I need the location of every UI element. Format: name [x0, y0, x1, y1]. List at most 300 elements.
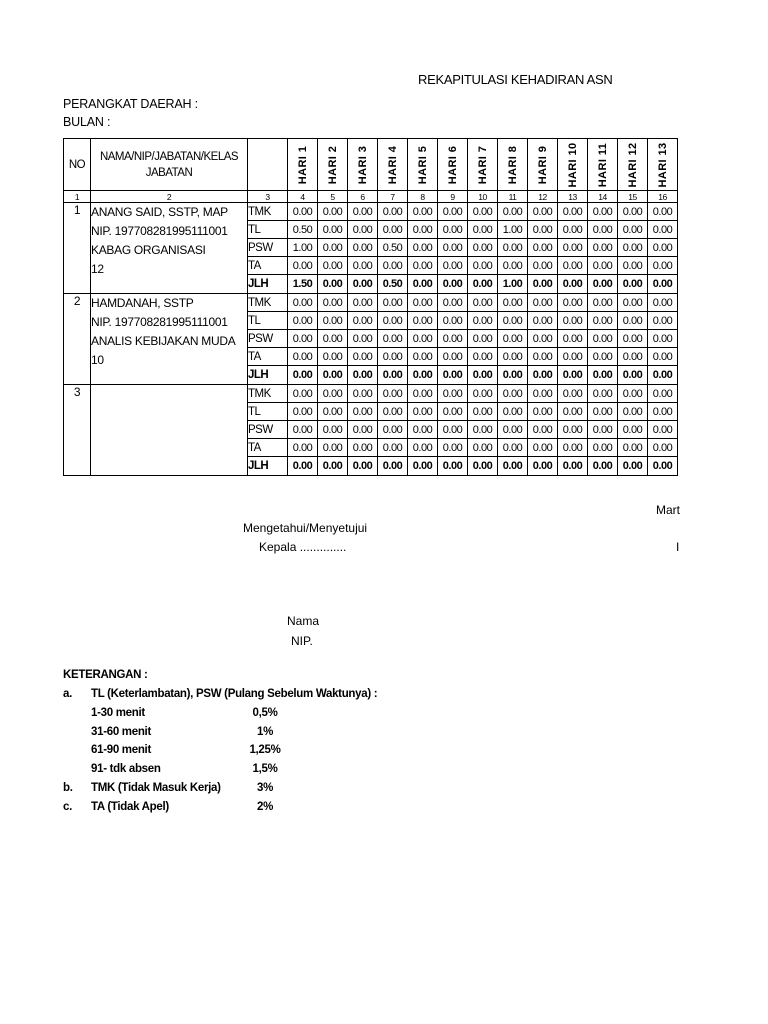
- header-day: [438, 139, 468, 191]
- attendance-value: 0.00: [348, 221, 378, 239]
- header-day-label: HARI 10: [566, 142, 579, 187]
- attendance-value: 0.00: [318, 294, 348, 312]
- attendance-value: 0.00: [288, 312, 318, 330]
- attendance-value: 0.00: [648, 403, 678, 421]
- attendance-value: 0.00: [618, 203, 648, 221]
- attendance-value: 0.00: [648, 203, 678, 221]
- attendance-value: 0.00: [408, 312, 438, 330]
- column-number: 3: [248, 191, 288, 203]
- attendance-value: 0.00: [468, 366, 498, 385]
- attendance-value: 0.00: [408, 366, 438, 385]
- attendance-value: 0.00: [378, 457, 408, 476]
- attendance-value: 0.00: [318, 403, 348, 421]
- column-number: 8: [408, 191, 438, 203]
- column-number: 5: [318, 191, 348, 203]
- header-day: [588, 139, 618, 191]
- attendance-code: TMK: [248, 294, 288, 312]
- header-code: [248, 139, 288, 191]
- attendance-value: 0.00: [648, 330, 678, 348]
- attendance-value: 0.00: [438, 348, 468, 366]
- attendance-value: 0.00: [318, 330, 348, 348]
- attendance-value: 0.00: [288, 257, 318, 275]
- attendance-value: 0.00: [528, 421, 558, 439]
- header-day: [318, 139, 348, 191]
- employee-no: 1: [64, 203, 91, 294]
- attendance-value: 0.00: [288, 366, 318, 385]
- attendance-code: TA: [248, 439, 288, 457]
- attendance-value: 0.00: [378, 421, 408, 439]
- attendance-value: 0.00: [378, 366, 408, 385]
- header-day: [618, 139, 648, 191]
- attendance-value: 0.00: [378, 294, 408, 312]
- attendance-value: 0.00: [378, 221, 408, 239]
- attendance-value: 0.00: [588, 348, 618, 366]
- attendance-value: 0.00: [618, 239, 648, 257]
- attendance-value: 0.00: [468, 239, 498, 257]
- attendance-value: 0.00: [618, 294, 648, 312]
- header-day: [528, 139, 558, 191]
- attendance-value: 0.00: [438, 403, 468, 421]
- rate-value: 1%: [256, 726, 274, 738]
- header-day-label: HARI 8: [506, 145, 519, 184]
- attendance-value: 0.00: [498, 421, 528, 439]
- attendance-value: 0.00: [588, 294, 618, 312]
- attendance-value: 0.00: [438, 330, 468, 348]
- attendance-value: 0.00: [318, 312, 348, 330]
- attendance-value: 0.00: [378, 439, 408, 457]
- attendance-value: 0.00: [528, 439, 558, 457]
- attendance-value: 0.00: [318, 385, 348, 403]
- header-day-label: HARI 5: [416, 145, 429, 184]
- attendance-value: 0.00: [438, 221, 468, 239]
- employee-info-line: NIP. 197708281995111001: [91, 315, 228, 329]
- attendance-value: 0.00: [378, 330, 408, 348]
- employee-info-line: NIP. 197708281995111001: [91, 224, 228, 238]
- attendance-value: 0.00: [408, 403, 438, 421]
- attendance-code: JLH: [248, 457, 288, 476]
- column-number: 16: [648, 191, 678, 203]
- attendance-value: 0.00: [648, 366, 678, 385]
- perangkat-daerah-label: PERANGKAT DAERAH :: [63, 97, 198, 111]
- bulan-label: BULAN :: [63, 115, 111, 129]
- attendance-code: TL: [248, 403, 288, 421]
- attendance-value: 1.00: [498, 221, 528, 239]
- attendance-value: 0.00: [438, 421, 468, 439]
- column-number: 1: [64, 191, 91, 203]
- column-number: 11: [498, 191, 528, 203]
- header-day: [648, 139, 678, 191]
- header-day: [378, 139, 408, 191]
- attendance-value: 0.00: [288, 403, 318, 421]
- attendance-value: 0.00: [648, 421, 678, 439]
- attendance-value: 0.00: [468, 403, 498, 421]
- attendance-value: 0.00: [648, 239, 678, 257]
- attendance-value: 0.00: [618, 221, 648, 239]
- attendance-value: 0.00: [558, 385, 588, 403]
- attendance-value: 0.00: [588, 221, 618, 239]
- attendance-value: 0.00: [468, 203, 498, 221]
- attendance-value: 0.00: [318, 239, 348, 257]
- column-number: 15: [618, 191, 648, 203]
- attendance-value: 0.00: [468, 312, 498, 330]
- attendance-value: 0.00: [558, 348, 588, 366]
- attendance-value: 0.00: [618, 366, 648, 385]
- attendance-value: 0.00: [318, 421, 348, 439]
- attendance-value: 0.00: [468, 385, 498, 403]
- place-date: Mart: [656, 503, 680, 517]
- attendance-value: 0.00: [378, 312, 408, 330]
- column-number: 12: [528, 191, 558, 203]
- column-number: 6: [348, 191, 378, 203]
- signer-name-label: Nama: [287, 614, 320, 628]
- header-day-label: HARI 4: [386, 145, 399, 184]
- attendance-value: 0.00: [588, 403, 618, 421]
- attendance-value: 0.00: [618, 312, 648, 330]
- kepala-label: Kepala ..............: [259, 540, 347, 554]
- attendance-value: 0.00: [408, 294, 438, 312]
- attendance-value: 0.00: [438, 366, 468, 385]
- attendance-value: 0.00: [438, 457, 468, 476]
- attendance-value: 0.00: [378, 203, 408, 221]
- item-b-marker: b.: [63, 782, 73, 794]
- attendance-value: 0.00: [648, 348, 678, 366]
- attendance-value: 0.00: [588, 275, 618, 294]
- attendance-value: 0.00: [528, 203, 558, 221]
- attendance-value: 0.00: [588, 239, 618, 257]
- attendance-value: 0.00: [408, 239, 438, 257]
- attendance-value: 0.00: [618, 275, 648, 294]
- employee-info: [91, 203, 248, 294]
- attendance-value: 0.00: [558, 203, 588, 221]
- attendance-value: 0.00: [498, 457, 528, 476]
- attendance-value: 0.00: [588, 439, 618, 457]
- document-title: REKAPITULASI KEHADIRAN ASN: [418, 72, 613, 87]
- attendance-value: 0.00: [498, 348, 528, 366]
- attendance-value: 0.00: [348, 421, 378, 439]
- attendance-value: 0.00: [438, 203, 468, 221]
- attendance-value: 1.50: [288, 275, 318, 294]
- attendance-value: 0.00: [558, 275, 588, 294]
- attendance-value: 0.00: [528, 275, 558, 294]
- item-a-text: TL (Keterlambatan), PSW (Pulang Sebelum Waktunya) :: [91, 688, 378, 700]
- column-number: 9: [438, 191, 468, 203]
- attendance-value: 0.00: [648, 257, 678, 275]
- attendance-value: 0.00: [378, 403, 408, 421]
- attendance-value: 0.00: [438, 294, 468, 312]
- attendance-value: 0.00: [618, 403, 648, 421]
- header-day-label: HARI 1: [296, 145, 309, 184]
- attendance-value: 0.00: [618, 457, 648, 476]
- attendance-value: 0.00: [648, 439, 678, 457]
- rate-label: 31-60 menit: [91, 726, 151, 738]
- signer-nip-label: NIP.: [291, 634, 313, 648]
- attendance-value: 0.00: [528, 312, 558, 330]
- header-nama: NAMA/NIP/JABATAN/KELAS JABATAN: [91, 139, 248, 191]
- attendance-value: 0.00: [348, 348, 378, 366]
- attendance-value: 0.00: [648, 294, 678, 312]
- rate-value: 0,5%: [252, 707, 278, 719]
- attendance-value: 0.00: [528, 403, 558, 421]
- attendance-value: 0.00: [318, 221, 348, 239]
- attendance-value: 0.00: [528, 330, 558, 348]
- attendance-value: 0.00: [558, 457, 588, 476]
- attendance-code: PSW: [248, 421, 288, 439]
- attendance-value: 0.00: [408, 421, 438, 439]
- attendance-code: TL: [248, 312, 288, 330]
- attendance-value: 0.00: [468, 457, 498, 476]
- attendance-value: 0.00: [558, 366, 588, 385]
- attendance-value: 0.00: [438, 385, 468, 403]
- attendance-value: 0.00: [618, 257, 648, 275]
- attendance-value: 0.00: [468, 275, 498, 294]
- header-day: [498, 139, 528, 191]
- item-c-value: 2%: [256, 801, 274, 813]
- attendance-value: 0.00: [348, 403, 378, 421]
- attendance-value: 0.00: [288, 421, 318, 439]
- attendance-value: 0.00: [588, 457, 618, 476]
- attendance-value: 0.00: [498, 312, 528, 330]
- attendance-value: 0.00: [318, 439, 348, 457]
- column-number: 7: [378, 191, 408, 203]
- attendance-value: 0.00: [408, 457, 438, 476]
- table-row: [64, 385, 678, 403]
- attendance-value: 0.00: [648, 385, 678, 403]
- attendance-value: 0.00: [528, 366, 558, 385]
- attendance-value: 0.00: [348, 312, 378, 330]
- attendance-value: 0.00: [468, 348, 498, 366]
- item-b-value: 3%: [256, 782, 274, 794]
- attendance-value: 0.00: [408, 348, 438, 366]
- attendance-value: 0.00: [348, 275, 378, 294]
- attendance-value: 0.00: [348, 457, 378, 476]
- attendance-code: TA: [248, 348, 288, 366]
- item-c-marker: c.: [63, 801, 72, 813]
- rate-label: 1-30 menit: [91, 707, 145, 719]
- attendance-value: 0.00: [558, 330, 588, 348]
- employee-info-line: [91, 442, 247, 461]
- header-day-label: HARI 9: [536, 145, 549, 184]
- attendance-value: 0.00: [588, 330, 618, 348]
- approval-label: Mengetahui/Menyetujui: [243, 521, 368, 535]
- header-day-label: HARI 6: [446, 145, 459, 184]
- attendance-value: 0.00: [618, 348, 648, 366]
- attendance-value: 0.00: [498, 439, 528, 457]
- attendance-value: 0.00: [348, 257, 378, 275]
- attendance-value: 0.00: [288, 294, 318, 312]
- attendance-value: 0.00: [288, 439, 318, 457]
- attendance-value: 0.00: [528, 221, 558, 239]
- attendance-code: JLH: [248, 366, 288, 385]
- attendance-table: [63, 138, 678, 476]
- attendance-value: 0.00: [408, 330, 438, 348]
- attendance-value: 0.00: [438, 257, 468, 275]
- attendance-value: 0.50: [378, 239, 408, 257]
- attendance-value: 0.00: [558, 257, 588, 275]
- header-day: [468, 139, 498, 191]
- attendance-code: TMK: [248, 385, 288, 403]
- attendance-value: 0.00: [558, 294, 588, 312]
- column-number: 4: [288, 191, 318, 203]
- attendance-value: 0.00: [288, 385, 318, 403]
- attendance-value: 0.00: [468, 257, 498, 275]
- attendance-value: 0.00: [288, 330, 318, 348]
- column-number-row: [64, 191, 678, 203]
- header-day: [288, 139, 318, 191]
- attendance-value: 0.00: [528, 348, 558, 366]
- attendance-value: 0.00: [648, 457, 678, 476]
- attendance-code: TL: [248, 221, 288, 239]
- attendance-value: 0.00: [558, 312, 588, 330]
- attendance-value: 0.00: [558, 439, 588, 457]
- attendance-value: 0.00: [348, 330, 378, 348]
- header-day-label: HARI 11: [596, 142, 609, 187]
- attendance-value: 0.00: [318, 457, 348, 476]
- attendance-value: 0.00: [648, 312, 678, 330]
- attendance-value: 0.00: [558, 403, 588, 421]
- attendance-value: 0.00: [498, 403, 528, 421]
- attendance-code: TA: [248, 257, 288, 275]
- item-a-marker: a.: [63, 688, 72, 700]
- attendance-value: 0.50: [288, 221, 318, 239]
- table-row: [64, 203, 678, 221]
- attendance-code: TMK: [248, 203, 288, 221]
- attendance-value: 1.00: [288, 239, 318, 257]
- attendance-value: 0.00: [348, 366, 378, 385]
- attendance-value: 0.00: [378, 385, 408, 403]
- employee-info-line: ANALIS KEBIJAKAN MUDA: [91, 334, 236, 348]
- attendance-value: 0.00: [588, 257, 618, 275]
- attendance-value: 0.00: [498, 330, 528, 348]
- attendance-value: 0.00: [588, 385, 618, 403]
- attendance-value: 0.00: [348, 385, 378, 403]
- attendance-value: 0.00: [408, 203, 438, 221]
- attendance-value: 0.00: [648, 275, 678, 294]
- attendance-value: 0.00: [498, 257, 528, 275]
- attendance-value: 0.00: [438, 439, 468, 457]
- attendance-value: 0.00: [558, 221, 588, 239]
- right-mark: I: [676, 540, 680, 554]
- header-day: [558, 139, 588, 191]
- attendance-value: 0.00: [408, 385, 438, 403]
- header-day-label: HARI 3: [356, 145, 369, 184]
- attendance-value: 0.00: [588, 366, 618, 385]
- item-b-label: TMK (Tidak Masuk Kerja): [91, 782, 221, 794]
- attendance-value: 0.00: [348, 239, 378, 257]
- header-day: [348, 139, 378, 191]
- attendance-value: 0.00: [348, 203, 378, 221]
- attendance-value: 0.00: [348, 294, 378, 312]
- attendance-value: 0.00: [498, 294, 528, 312]
- attendance-value: 0.00: [438, 312, 468, 330]
- attendance-value: 0.00: [618, 439, 648, 457]
- attendance-value: 0.00: [318, 275, 348, 294]
- attendance-value: 0.00: [318, 203, 348, 221]
- employee-info-line: KABAG ORGANISASI: [91, 243, 206, 257]
- attendance-value: 0.00: [468, 421, 498, 439]
- attendance-value: 0.00: [528, 239, 558, 257]
- column-number: 14: [588, 191, 618, 203]
- employee-info-line: 12: [91, 262, 104, 276]
- attendance-value: 0.00: [528, 257, 558, 275]
- attendance-value: 0.00: [408, 221, 438, 239]
- header-day-label: HARI 12: [626, 142, 639, 187]
- attendance-value: 0.00: [468, 294, 498, 312]
- keterangan-title: KETERANGAN :: [63, 669, 148, 681]
- header-day-label: HARI 7: [476, 145, 489, 184]
- attendance-value: 0.50: [378, 275, 408, 294]
- employee-info-line: [91, 423, 247, 442]
- attendance-value: 0.00: [648, 221, 678, 239]
- header-day-label: HARI 13: [656, 142, 669, 187]
- table-row: [64, 294, 678, 312]
- header-day-label: HARI 2: [326, 145, 339, 184]
- attendance-body: [64, 203, 678, 476]
- attendance-value: 0.00: [408, 275, 438, 294]
- attendance-value: 0.00: [618, 385, 648, 403]
- attendance-value: 0.00: [318, 257, 348, 275]
- employee-info-line: [91, 385, 247, 404]
- rate-value: 1,25%: [249, 744, 281, 756]
- attendance-value: 0.00: [468, 221, 498, 239]
- attendance-value: 0.00: [408, 439, 438, 457]
- employee-no: 2: [64, 294, 91, 385]
- column-number: 10: [468, 191, 498, 203]
- rate-label: 61-90 menit: [91, 744, 151, 756]
- attendance-code: PSW: [248, 239, 288, 257]
- attendance-code: PSW: [248, 330, 288, 348]
- attendance-value: 0.00: [468, 330, 498, 348]
- attendance-value: 0.00: [438, 275, 468, 294]
- header-day: [408, 139, 438, 191]
- employee-info-line: ANANG SAID, SSTP, MAP: [91, 205, 228, 219]
- attendance-value: 0.00: [618, 421, 648, 439]
- attendance-value: 0.00: [588, 421, 618, 439]
- attendance-value: 0.00: [528, 457, 558, 476]
- attendance-value: 0.00: [318, 366, 348, 385]
- attendance-value: 0.00: [588, 312, 618, 330]
- attendance-value: 0.00: [468, 439, 498, 457]
- employee-info-line: HAMDANAH, SSTP: [91, 296, 194, 310]
- attendance-value: 0.00: [288, 457, 318, 476]
- column-number: 13: [558, 191, 588, 203]
- item-c-label: TA (Tidak Apel): [91, 801, 169, 813]
- attendance-value: 0.00: [378, 257, 408, 275]
- attendance-value: 0.00: [498, 366, 528, 385]
- rate-value: 1,5%: [252, 763, 278, 775]
- column-number: 2: [91, 191, 248, 203]
- attendance-value: 0.00: [528, 294, 558, 312]
- employee-info: [91, 294, 248, 385]
- employee-no: 3: [64, 385, 91, 476]
- employee-info-line: 10: [91, 353, 104, 367]
- attendance-value: 0.00: [498, 239, 528, 257]
- attendance-value: 0.00: [498, 385, 528, 403]
- attendance-value: 0.00: [558, 239, 588, 257]
- attendance-value: 0.00: [618, 330, 648, 348]
- attendance-value: 0.00: [318, 348, 348, 366]
- header-no: NO: [64, 139, 91, 191]
- attendance-value: 1.00: [498, 275, 528, 294]
- attendance-value: 0.00: [588, 203, 618, 221]
- employee-info-line: [91, 404, 247, 423]
- attendance-value: 0.00: [498, 203, 528, 221]
- attendance-value: 0.00: [348, 439, 378, 457]
- employee-info: [91, 385, 248, 476]
- attendance-value: 0.00: [288, 348, 318, 366]
- attendance-value: 0.00: [408, 257, 438, 275]
- attendance-value: 0.00: [378, 348, 408, 366]
- rate-label: 91- tdk absen: [91, 763, 161, 775]
